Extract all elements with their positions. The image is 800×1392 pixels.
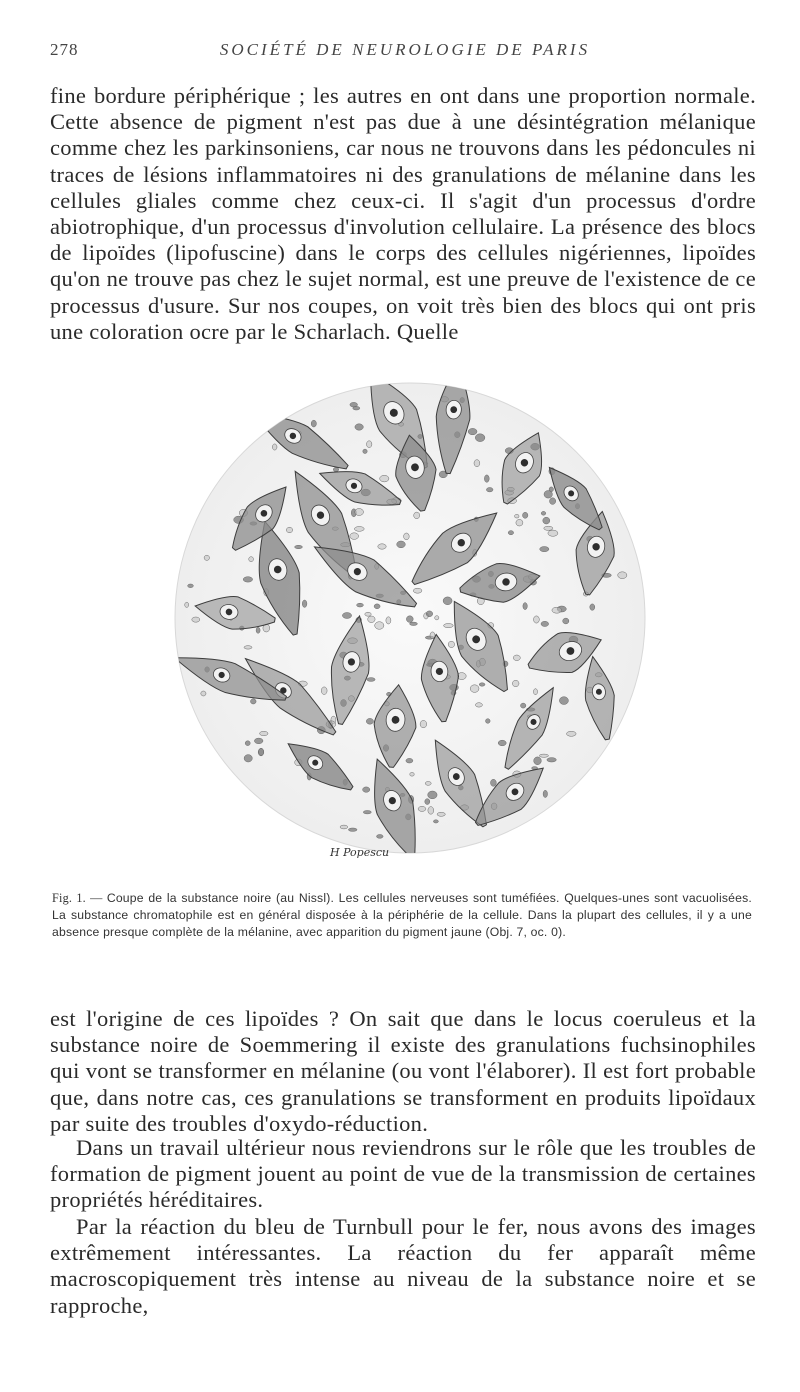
glial-nucleus xyxy=(311,420,316,427)
glial-nucleus xyxy=(470,685,479,693)
glial-nucleus xyxy=(513,655,520,661)
page-header xyxy=(50,40,760,62)
glial-nucleus xyxy=(374,604,380,609)
glial-nucleus xyxy=(508,531,513,535)
glial-nucleus xyxy=(474,460,480,467)
figure-caption-text: Coupe de la substance noire (au Nissl). Les cellules nerveuses sont tuméfiées. Quelques-unes sont vacuolisées. La substance chromatophile est en général disposée à la périphérie de la cellule. Dans la plupart des cellules, il y a une absence presque complète de la mélanine, avec apparition du pigment jaune (Obj. 7, oc. 0). xyxy=(52,891,752,939)
glial-nucleus xyxy=(363,449,367,453)
glial-nucleus xyxy=(567,731,577,736)
glial-nucleus xyxy=(377,835,384,839)
paragraph-2: est l'origine de ces lipoïdes ? On sait que dans le locus coeruleus et la substance noire de Soemmering il existe des granulations fuchsinophiles qui vont se transformer en mélanine (ou vont l'élaborer). Il est fort probable que, dans notre cas, ces granulations se transforment en produits lipoïdaux par suite des troubles d'oxydo-réduction. xyxy=(50,1006,756,1136)
glial-nucleus xyxy=(547,758,556,762)
glial-nucleus xyxy=(516,519,523,526)
glial-nucleus xyxy=(254,738,263,744)
paragraph-1: fine bordure périphérique ; les autres en ont dans une proportion normale. Cette absence de pigment n'est pas due à une désintégration mélanique comme chez les parkinsoniens, car nous ne trouvons dans les pédoncules ni traces de lésions inflammatoires ni des granulations de mélanine dans les cellules gliales comme chez ceux-ci. Il s'agit d'un processus d'ordre abiotrophique, d'un processus d'involution cellulaire. La présence des blocs de lipoïdes (lipofuscine) dans le corps des cellules nigériennes, lipoïdes qu'on ne trouve pas chez le sujet normal, est une preuve de l'existence de ce processus d'usure. Sur nos coupes, on voit très bien des blocs qui ont pris une coloration ocre par le Scharlach. Quelle xyxy=(50,83,756,344)
glial-nucleus xyxy=(375,622,384,630)
glial-nucleus xyxy=(413,588,422,593)
glial-nucleus xyxy=(544,491,552,499)
glial-nucleus xyxy=(355,509,364,516)
glial-nucleus xyxy=(251,699,257,704)
glial-nucleus xyxy=(543,790,547,797)
glial-nucleus xyxy=(418,806,426,811)
figure-caption xyxy=(52,890,752,940)
glial-nucleus xyxy=(590,604,595,610)
glial-nucleus xyxy=(397,541,406,548)
glial-nucleus xyxy=(550,498,556,505)
glial-nucleus xyxy=(286,527,292,533)
glial-nucleus xyxy=(386,617,391,624)
glial-nucleus xyxy=(479,683,485,686)
glial-nucleus xyxy=(544,526,553,530)
glial-nucleus xyxy=(363,787,370,792)
glial-nucleus xyxy=(559,697,568,705)
glial-nucleus xyxy=(433,820,438,823)
figure-caption-label: Fig. 1. — xyxy=(52,891,107,905)
glial-nucleus xyxy=(435,616,439,620)
glial-nucleus xyxy=(243,577,252,582)
glial-nucleus xyxy=(410,773,414,777)
glial-nucleus xyxy=(204,555,209,560)
glial-nucleus xyxy=(342,613,351,619)
glial-nucleus xyxy=(366,718,373,724)
glial-nucleus xyxy=(534,757,542,765)
paragraph-4: Par la réaction du bleu de Turnbull pour le fer, nous avons des images extrêmement intéressantes. La réaction du fer apparaît même macroscopiquement très intense au niveau de la substance noire et se rapproche, xyxy=(50,1214,756,1318)
glial-nucleus xyxy=(444,624,454,628)
glial-nucleus xyxy=(541,621,549,626)
glial-nucleus xyxy=(333,467,338,471)
glial-nucleus xyxy=(521,703,526,708)
glial-nucleus xyxy=(410,622,418,625)
glial-nucleus xyxy=(363,811,371,814)
microscopy-illustration xyxy=(170,378,650,858)
glial-nucleus xyxy=(420,720,427,727)
glial-nucleus xyxy=(185,602,189,607)
glial-nucleus xyxy=(428,791,437,799)
glial-nucleus xyxy=(367,441,372,448)
glial-nucleus xyxy=(357,603,364,607)
glial-nucleus xyxy=(491,779,497,786)
glial-nucleus xyxy=(256,627,260,633)
glial-nucleus xyxy=(486,488,493,492)
glial-nucleus xyxy=(475,703,482,707)
glial-nucleus xyxy=(618,572,627,579)
glial-nucleus xyxy=(426,611,433,617)
glial-nucleus xyxy=(563,618,569,624)
glial-nucleus xyxy=(523,603,527,610)
glial-nucleus xyxy=(475,434,485,442)
glial-nucleus xyxy=(484,475,489,482)
glial-nucleus xyxy=(295,545,303,548)
glial-nucleus xyxy=(321,687,327,695)
artist-signature: H Popescu xyxy=(330,846,390,858)
microscopy-figure xyxy=(170,378,650,858)
glial-nucleus xyxy=(425,799,430,805)
glial-nucleus xyxy=(425,782,431,786)
glial-nucleus xyxy=(443,597,452,605)
glial-nucleus xyxy=(428,807,434,815)
page-number: 278 xyxy=(50,40,79,59)
glial-nucleus xyxy=(406,758,413,763)
glial-nucleus xyxy=(302,600,307,607)
glial-nucleus xyxy=(406,616,413,623)
glial-nucleus xyxy=(534,689,538,695)
glial-nucleus xyxy=(404,533,410,540)
glial-nucleus xyxy=(272,444,277,450)
glial-nucleus xyxy=(486,719,491,724)
paragraph-3: Dans un travail ultérieur nous reviendrons sur le rôle que les troubles de formation de pigment jouent au point de vue de la transmission de certaines propriétés héréditaires. xyxy=(50,1135,756,1213)
glial-nucleus xyxy=(539,754,548,757)
glial-nucleus xyxy=(468,428,477,434)
glial-nucleus xyxy=(367,678,375,682)
glial-nucleus xyxy=(201,691,206,696)
glial-nucleus xyxy=(249,557,254,562)
glial-nucleus xyxy=(192,617,200,622)
glial-nucleus xyxy=(354,527,364,532)
glial-nucleus xyxy=(368,616,375,623)
glial-nucleus xyxy=(244,646,252,649)
glial-nucleus xyxy=(552,607,562,613)
glial-nucleus xyxy=(260,731,268,735)
glial-nucleus xyxy=(414,512,420,519)
glial-nucleus xyxy=(258,748,264,756)
glial-nucleus xyxy=(340,825,348,829)
glial-nucleus xyxy=(498,740,506,746)
glial-nucleus xyxy=(380,475,389,482)
glial-nucleus xyxy=(523,512,528,518)
glial-nucleus xyxy=(515,514,519,518)
glial-nucleus xyxy=(365,612,371,616)
glial-nucleus xyxy=(188,584,194,588)
glial-nucleus xyxy=(448,641,454,647)
glial-nucleus xyxy=(350,533,359,540)
running-head: SOCIÉTÉ DE NEUROLOGIE DE PARIS xyxy=(219,40,591,59)
glial-nucleus xyxy=(540,547,549,552)
glial-nucleus xyxy=(437,812,445,816)
glial-nucleus xyxy=(244,755,252,762)
glial-nucleus xyxy=(541,511,546,515)
glial-nucleus xyxy=(548,530,558,536)
glial-nucleus xyxy=(534,616,540,623)
glial-nucleus xyxy=(355,424,363,430)
glial-nucleus xyxy=(543,517,550,524)
glial-nucleus xyxy=(348,828,357,831)
glial-nucleus xyxy=(512,680,519,686)
glial-nucleus xyxy=(245,741,250,746)
glial-nucleus xyxy=(378,544,386,549)
glial-nucleus xyxy=(353,406,360,410)
